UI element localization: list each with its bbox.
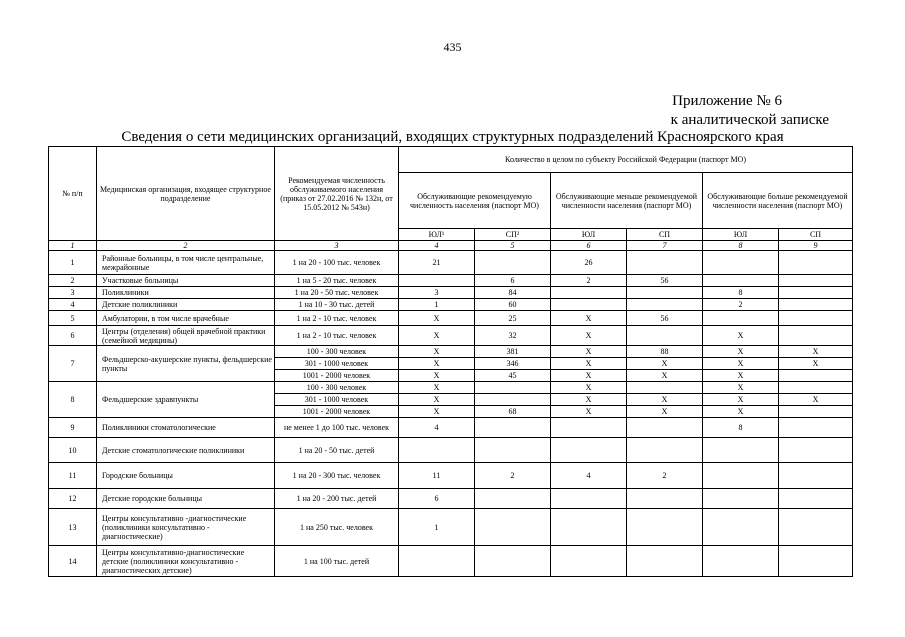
ul-recommended-cell: X	[399, 382, 475, 394]
table-row	[49, 251, 853, 275]
sp-recommended-cell: 45	[475, 370, 551, 382]
sp-more-cell: X	[779, 346, 853, 358]
org-name: Районные больницы, в том числе центральные, межрайонные	[97, 251, 275, 275]
row-number: 9	[49, 418, 97, 438]
ul-less-cell: 4	[551, 463, 627, 489]
sp-less-cell: X	[627, 358, 703, 370]
ul-recommended-cell: X	[399, 370, 475, 382]
ul-less-cell: X	[551, 406, 627, 418]
recommended-cell: 1001 - 2000 человек	[275, 406, 399, 418]
ul-recommended-cell: X	[399, 346, 475, 358]
recommended-cell: 301 - 1000 человек	[275, 394, 399, 406]
header-sp: СП²	[475, 229, 551, 241]
sp-less-cell: 56	[627, 275, 703, 287]
sp-recommended-cell: 68	[475, 406, 551, 418]
sp-more-cell: X	[779, 358, 853, 370]
sp-less-cell: X	[627, 406, 703, 418]
column-number: 6	[551, 241, 627, 251]
sp-more-cell	[779, 299, 853, 311]
row-number: 11	[49, 463, 97, 489]
ul-less-cell	[551, 546, 627, 577]
ul-more-cell: X	[703, 346, 779, 358]
table-row	[49, 275, 853, 287]
header-group-recommended: Обслуживающие рекомендуемую численность населения (паспорт МО)	[399, 173, 551, 229]
sp-recommended-cell	[475, 418, 551, 438]
sp-less-cell	[627, 546, 703, 577]
column-number: 5	[475, 241, 551, 251]
header-group-more: Обслуживающие больше рекомендуемой численности населения (паспорт МО)	[703, 173, 853, 229]
sp-more-cell	[779, 275, 853, 287]
org-name: Центры консультативно-диагностические детские (поликлиники консультативно - диагностических детские)	[97, 546, 275, 577]
sp-recommended-cell	[475, 438, 551, 463]
column-number: 8	[703, 241, 779, 251]
org-name: Фельдшерско-акушерские пункты, фельдшерские пункты	[97, 346, 275, 382]
column-number: 7	[627, 241, 703, 251]
recommended-cell: 1 на 2 - 10 тыс. человек	[275, 311, 399, 326]
ul-more-cell: 8	[703, 287, 779, 299]
ul-more-cell: X	[703, 370, 779, 382]
ul-more-cell: 8	[703, 418, 779, 438]
table-row	[49, 463, 853, 489]
ul-recommended-cell: X	[399, 311, 475, 326]
sp-more-cell: X	[779, 394, 853, 406]
table-body	[49, 147, 853, 577]
ul-less-cell	[551, 489, 627, 509]
sp-less-cell	[627, 418, 703, 438]
ul-more-cell	[703, 438, 779, 463]
org-name: Центры (отделения) общей врачебной практики (семейной медицины)	[97, 326, 275, 346]
row-number: 12	[49, 489, 97, 509]
org-name: Городские больницы	[97, 463, 275, 489]
sp-recommended-cell	[475, 546, 551, 577]
ul-more-cell	[703, 251, 779, 275]
ul-more-cell: X	[703, 406, 779, 418]
ul-recommended-cell: X	[399, 358, 475, 370]
row-number: 7	[49, 346, 97, 382]
header-num: № п/п	[49, 147, 97, 241]
ul-less-cell	[551, 287, 627, 299]
sp-more-cell	[779, 382, 853, 394]
sp-less-cell	[627, 438, 703, 463]
ul-recommended-cell: 1	[399, 299, 475, 311]
column-number: 4	[399, 241, 475, 251]
sp-more-cell	[779, 546, 853, 577]
header-total-group: Количество в целом по субъекту Российской Федерации (паспорт МО)	[399, 147, 853, 173]
sp-recommended-cell: 32	[475, 326, 551, 346]
sp-less-cell: 2	[627, 463, 703, 489]
recommended-cell: не менее 1 до 100 тыс. человек	[275, 418, 399, 438]
sp-less-cell	[627, 326, 703, 346]
sp-recommended-cell	[475, 509, 551, 546]
sp-more-cell	[779, 406, 853, 418]
row-number: 6	[49, 326, 97, 346]
header-sp: СП	[779, 229, 853, 241]
row-number: 3	[49, 287, 97, 299]
header-sp: СП	[627, 229, 703, 241]
recommended-cell: 100 - 300 человек	[275, 382, 399, 394]
table-row	[49, 509, 853, 546]
recommended-cell: 1 на 20 - 200 тыс. детей	[275, 489, 399, 509]
table-row	[49, 489, 853, 509]
header-org: Медицинская организация, входящее структурное подразделение	[97, 147, 275, 241]
sp-recommended-cell: 2	[475, 463, 551, 489]
header-ul: ЮЛ	[703, 229, 779, 241]
ul-less-cell: 2	[551, 275, 627, 287]
row-number: 10	[49, 438, 97, 463]
sp-more-cell	[779, 287, 853, 299]
column-number: 1	[49, 241, 97, 251]
header-ul: ЮЛ¹	[399, 229, 475, 241]
org-name: Поликлиники стоматологические	[97, 418, 275, 438]
ul-less-cell: X	[551, 394, 627, 406]
table-row	[49, 438, 853, 463]
table-row	[49, 299, 853, 311]
ul-less-cell	[551, 438, 627, 463]
column-number: 9	[779, 241, 853, 251]
ul-recommended-cell: 3	[399, 287, 475, 299]
ul-less-cell: X	[551, 382, 627, 394]
ul-more-cell: 2	[703, 299, 779, 311]
document-title: Сведения о сети медицинских организаций, входящих структурных подразделений Красноярского края	[121, 129, 784, 145]
row-number: 13	[49, 509, 97, 546]
sp-recommended-cell: 346	[475, 358, 551, 370]
recommended-cell: 1 на 5 - 20 тыс. человек	[275, 275, 399, 287]
ul-less-cell: X	[551, 326, 627, 346]
recommended-cell: 1 на 10 - 30 тыс. детей	[275, 299, 399, 311]
ul-less-cell: X	[551, 311, 627, 326]
row-number: 4	[49, 299, 97, 311]
ul-recommended-cell: 4	[399, 418, 475, 438]
ul-recommended-cell: X	[399, 394, 475, 406]
column-number: 3	[275, 241, 399, 251]
ul-recommended-cell	[399, 546, 475, 577]
row-number: 8	[49, 382, 97, 418]
table-row	[49, 311, 853, 326]
ul-less-cell	[551, 299, 627, 311]
sp-more-cell	[779, 251, 853, 275]
sp-more-cell	[779, 489, 853, 509]
sp-more-cell	[779, 311, 853, 326]
header-recommended: Рекомендуемая численность обслуживаемого населения (приказ от 27.02.2016 № 132н, от 15.05.2012 № 543н)	[275, 147, 399, 241]
header-group-less: Обслуживающие меньше рекомендуемой численности населения (паспорт МО)	[551, 173, 703, 229]
recommended-cell: 1 на 20 - 50 тыс. человек	[275, 287, 399, 299]
sp-less-cell	[627, 287, 703, 299]
sp-recommended-cell: 25	[475, 311, 551, 326]
ul-more-cell	[703, 311, 779, 326]
organizations-table	[48, 146, 853, 577]
table-row	[49, 546, 853, 577]
ul-less-cell: X	[551, 346, 627, 358]
recommended-cell: 1 на 20 - 50 тыс. детей	[275, 438, 399, 463]
sp-recommended-cell: 60	[475, 299, 551, 311]
row-number: 2	[49, 275, 97, 287]
page-number: 435	[443, 40, 462, 54]
recommended-cell: 1 на 2 - 10 тыс. человек	[275, 326, 399, 346]
org-name: Детские городские больницы	[97, 489, 275, 509]
recommended-cell: 1 на 100 тыс. детей	[275, 546, 399, 577]
org-name: Центры консультативно -диагностические (поликлиники консультативно - диагностические)	[97, 509, 275, 546]
ul-more-cell: X	[703, 382, 779, 394]
sp-more-cell	[779, 370, 853, 382]
ul-more-cell: X	[703, 358, 779, 370]
ul-recommended-cell: X	[399, 406, 475, 418]
row-number: 5	[49, 311, 97, 326]
sp-less-cell: X	[627, 394, 703, 406]
ul-less-cell	[551, 509, 627, 546]
recommended-cell: 1 на 250 тыс. человек	[275, 509, 399, 546]
row-number: 14	[49, 546, 97, 577]
sp-more-cell	[779, 418, 853, 438]
sp-less-cell: 56	[627, 311, 703, 326]
sp-recommended-cell	[475, 251, 551, 275]
sp-recommended-cell	[475, 394, 551, 406]
ul-more-cell: X	[703, 326, 779, 346]
ul-more-cell: X	[703, 394, 779, 406]
recommended-cell: 1 на 20 - 300 тыс. человек	[275, 463, 399, 489]
table-row	[49, 346, 853, 358]
org-name: Фельдшерские здравпункты	[97, 382, 275, 418]
org-name: Участковые больницы	[97, 275, 275, 287]
appendix-number: Приложение № 6	[672, 93, 782, 109]
sp-less-cell	[627, 489, 703, 509]
sp-less-cell: 88	[627, 346, 703, 358]
sp-recommended-cell: 381	[475, 346, 551, 358]
ul-less-cell	[551, 418, 627, 438]
ul-recommended-cell: 6	[399, 489, 475, 509]
ul-recommended-cell	[399, 438, 475, 463]
sp-more-cell	[779, 438, 853, 463]
org-name: Детские стоматологические поликлиники	[97, 438, 275, 463]
ul-recommended-cell: X	[399, 326, 475, 346]
table-row	[49, 326, 853, 346]
sp-less-cell	[627, 509, 703, 546]
sp-more-cell	[779, 509, 853, 546]
ul-more-cell	[703, 275, 779, 287]
ul-less-cell: X	[551, 358, 627, 370]
ul-recommended-cell	[399, 275, 475, 287]
recommended-cell: 1001 - 2000 человек	[275, 370, 399, 382]
org-name: Поликлиники	[97, 287, 275, 299]
header-ul: ЮЛ	[551, 229, 627, 241]
table-row	[49, 418, 853, 438]
sp-less-cell	[627, 299, 703, 311]
org-name: Амбулатории, в том числе врачебные	[97, 311, 275, 326]
ul-recommended-cell: 21	[399, 251, 475, 275]
column-number: 2	[97, 241, 275, 251]
recommended-cell: 1 на 20 - 100 тыс. человек	[275, 251, 399, 275]
ul-less-cell: 26	[551, 251, 627, 275]
sp-recommended-cell	[475, 489, 551, 509]
ul-more-cell	[703, 463, 779, 489]
ul-recommended-cell: 11	[399, 463, 475, 489]
recommended-cell: 301 - 1000 человек	[275, 358, 399, 370]
ul-more-cell	[703, 546, 779, 577]
sp-more-cell	[779, 463, 853, 489]
sp-recommended-cell	[475, 382, 551, 394]
sp-less-cell	[627, 382, 703, 394]
sp-less-cell	[627, 251, 703, 275]
sp-more-cell	[779, 326, 853, 346]
sp-recommended-cell: 84	[475, 287, 551, 299]
sp-less-cell: X	[627, 370, 703, 382]
ul-more-cell	[703, 489, 779, 509]
appendix-caption: к аналитической записке	[670, 112, 829, 128]
recommended-cell: 100 - 300 человек	[275, 346, 399, 358]
sp-recommended-cell: 6	[475, 275, 551, 287]
org-name: Детские поликлиники	[97, 299, 275, 311]
row-number: 1	[49, 251, 97, 275]
table-row	[49, 382, 853, 394]
ul-recommended-cell: 1	[399, 509, 475, 546]
table-row	[49, 287, 853, 299]
ul-less-cell: X	[551, 370, 627, 382]
ul-more-cell	[703, 509, 779, 546]
